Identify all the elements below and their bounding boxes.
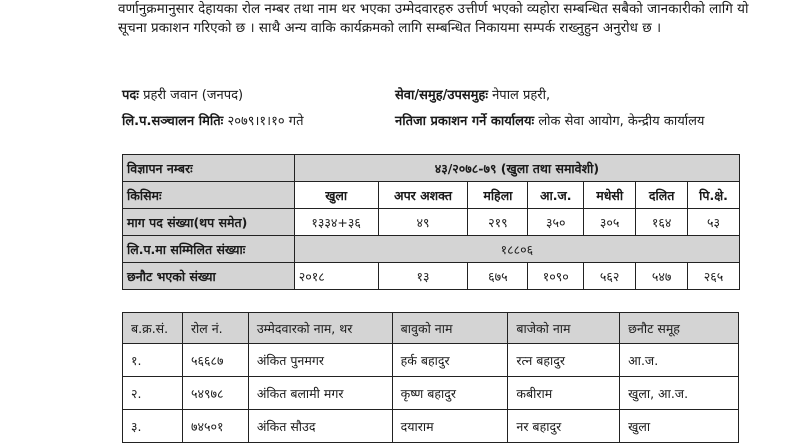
- exam-date-label: लि.प.सञ्चालन मितिः: [122, 114, 224, 129]
- service-label: सेवा/समुह/उपसमुहः: [395, 88, 488, 103]
- selected-candidates-table: [122, 312, 739, 443]
- type-label: किसिमः: [123, 182, 295, 209]
- selected-cell: ५४७: [636, 263, 688, 290]
- category-cell: अपर अशक्त: [378, 182, 468, 209]
- service-field: [395, 85, 550, 103]
- included-label: लि.प.मा सम्मिलित संख्याः: [123, 236, 295, 263]
- demand-cell: ३५०: [528, 209, 584, 236]
- included-row: [123, 236, 740, 263]
- table-row: [123, 344, 739, 377]
- grandfather-name-cell: नर बहादुर: [508, 410, 620, 443]
- roll-number-cell: ५४९७८: [182, 377, 248, 410]
- ad-number-label: विज्ञापन नम्बरः: [123, 155, 295, 182]
- serial-cell: २.: [123, 377, 183, 410]
- candidate-name-cell: अंकित बलामी मगर: [248, 377, 392, 410]
- serial-cell: १.: [123, 344, 183, 377]
- candidate-name-cell: अंकित पुनमगर: [248, 344, 392, 377]
- selected-cell: २६५: [688, 263, 740, 290]
- selected-cell: १०९०: [528, 263, 584, 290]
- serial-cell: ३.: [123, 410, 183, 443]
- included-value: १८८०६: [294, 236, 739, 263]
- demand-cell: १६४: [636, 209, 688, 236]
- category-cell: पि.क्षे.: [688, 182, 740, 209]
- ad-number-value: ४३/२०७८-७९ (खुला तथा समावेशी): [294, 155, 739, 182]
- table-row: [123, 377, 739, 410]
- roll-number-cell: ७४५०१: [182, 410, 248, 443]
- service-value: नेपाल प्रहरी,: [492, 88, 551, 103]
- candidate-name-cell: अंकित सौउद: [248, 410, 392, 443]
- father-name-cell: दयाराम: [392, 410, 508, 443]
- grandfather-name-cell: कबीराम: [508, 377, 620, 410]
- candidates-header-row: [123, 313, 739, 344]
- demand-cell: २१९: [468, 209, 528, 236]
- father-name-cell: कृष्ण बहादुर: [392, 377, 508, 410]
- publisher-field: [395, 111, 704, 129]
- selection-group-cell: खुला, आ.ज.: [620, 377, 739, 410]
- post-value: प्रहरी जवान (जनपद): [143, 88, 244, 103]
- category-cell: खुला: [294, 182, 378, 209]
- column-header: ब.क्र.सं.: [123, 313, 183, 344]
- selection-group-cell: खुला: [620, 410, 739, 443]
- category-cell: दलित: [636, 182, 688, 209]
- exam-date-field: [122, 111, 303, 129]
- demand-cell: ४९: [378, 209, 468, 236]
- selected-label: छनौट भएको संख्या: [123, 263, 295, 290]
- column-header: उम्मेदवारको नाम, थर: [248, 313, 392, 344]
- demand-cell: १३३४+३६: [294, 209, 378, 236]
- vacancy-summary-table: [122, 154, 740, 290]
- selected-cell: २०१८: [294, 263, 378, 290]
- post-field: [122, 85, 243, 103]
- selected-cell: ६७५: [468, 263, 528, 290]
- publisher-label: नतिजा प्रकाशन गर्ने कार्यालयः: [395, 114, 535, 129]
- ad-number-row: [123, 155, 740, 182]
- selected-row: [123, 263, 740, 290]
- category-cell: आ.ज.: [528, 182, 584, 209]
- demand-cell: ३०५: [584, 209, 636, 236]
- table-row: [123, 410, 739, 443]
- selected-cell: १३: [378, 263, 468, 290]
- selected-cell: ५६२: [584, 263, 636, 290]
- grandfather-name-cell: रत्न बहादुर: [508, 344, 620, 377]
- demand-row: [123, 209, 740, 236]
- category-row: [123, 182, 740, 209]
- demand-cell: ५३: [688, 209, 740, 236]
- column-header: बावुको नाम: [392, 313, 508, 344]
- category-cell: मधेसी: [584, 182, 636, 209]
- selection-group-cell: आ.ज.: [620, 344, 739, 377]
- roll-number-cell: ५६६८७: [182, 344, 248, 377]
- category-cell: महिला: [468, 182, 528, 209]
- exam-date-value: २०७९।१।१० गते: [227, 114, 304, 129]
- column-header: रोल नं.: [182, 313, 248, 344]
- father-name-cell: हर्क बहादुर: [392, 344, 508, 377]
- column-header: बाजेको नाम: [508, 313, 620, 344]
- demand-label: माग पद संख्या(थप समेत): [123, 209, 295, 236]
- post-label: पदः: [122, 88, 139, 103]
- publisher-value: लोक सेवा आयोग, केन्द्रीय कार्यालय: [538, 114, 705, 129]
- column-header: छनौट समूह: [620, 313, 739, 344]
- intro-paragraph: वर्णानुक्रमानुसार देहायका रोल नम्बर तथा नाम थर भएका उम्मेदवारहरु उत्तीर्ण भएको व्यहोरा सम्बन्धित सबैको जानकारीको लागि यो सूचना प्रकाशन गरिएको छ । साथै अन्य वाकि कार्यक्रमको लागि सम्बन्धित निकायमा सम्पर्क राख्नुहुन अनुरोध छ ।: [118, 1, 749, 36]
